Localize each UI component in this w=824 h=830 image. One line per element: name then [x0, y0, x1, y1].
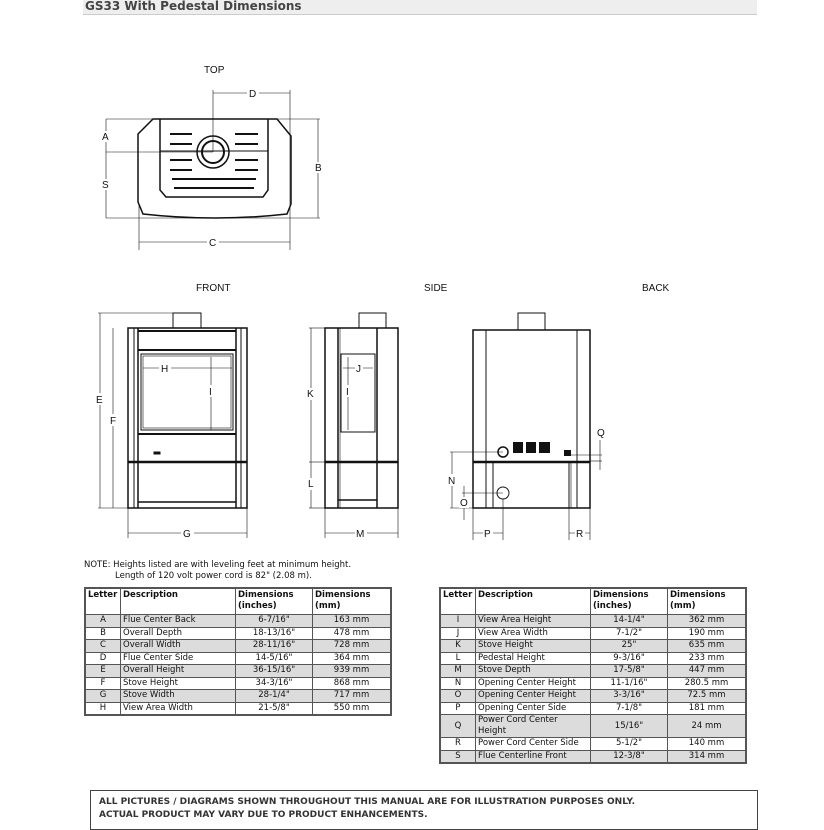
table-row: [440, 665, 746, 678]
cell-description: Pedestal Height: [476, 652, 591, 665]
dim-label-i-side: I: [346, 387, 349, 398]
dim-label-k: K: [307, 389, 314, 400]
cell-mm: 717 mm: [313, 690, 392, 703]
cell-inches: 14-5/16": [236, 652, 313, 665]
table-row: [85, 652, 391, 665]
col-description: Description: [476, 588, 591, 615]
cell-description: Flue Center Back: [121, 615, 236, 628]
note-line-1: NOTE: Heights listed are with leveling feet at minimum height.: [84, 560, 352, 570]
table-row: [440, 615, 746, 628]
table-row: [85, 690, 391, 703]
table-row: [85, 677, 391, 690]
cell-letter: L: [440, 652, 476, 665]
table-row: [440, 627, 746, 640]
front-view-diagram: [98, 283, 247, 538]
dim-label-m: M: [356, 529, 365, 540]
cell-mm: 280.5 mm: [668, 677, 747, 690]
table-row: [440, 702, 746, 715]
col-letter: Letter: [85, 588, 121, 615]
dim-label-o: O: [460, 498, 468, 509]
cell-inches: 7-1/2": [591, 627, 668, 640]
dim-label-r: R: [576, 529, 584, 540]
table-row: [440, 715, 746, 738]
table-row: [440, 640, 746, 653]
cell-inches: 11-1/16": [591, 677, 668, 690]
dim-label-n: N: [448, 476, 456, 487]
cell-description: Stove Height: [476, 640, 591, 653]
cell-description: Power Cord Center Height: [476, 715, 591, 738]
table-row: [440, 690, 746, 703]
dim-label-e: E: [96, 395, 103, 406]
table-row: [85, 615, 391, 628]
top-view-diagram: [106, 65, 320, 250]
cell-inches: 3-3/16": [591, 690, 668, 703]
cell-mm: 181 mm: [668, 702, 747, 715]
cell-letter: E: [85, 665, 121, 678]
cell-mm: 550 mm: [313, 702, 392, 715]
cell-inches: 21-5/8": [236, 702, 313, 715]
cell-description: Power Cord Center Side: [476, 738, 591, 751]
table-row: [85, 627, 391, 640]
disclaimer-line-1: ALL PICTURES / DIAGRAMS SHOWN THROUGHOUT THIS MANUAL ARE FOR ILLUSTRATION PURPOSES ONLY.: [99, 797, 635, 807]
back-view-label: BACK: [642, 283, 670, 294]
disclaimer-line-2: ACTUAL PRODUCT MAY VARY DUE TO PRODUCT ENHANCEMENTS.: [99, 810, 428, 820]
table-row: [440, 738, 746, 751]
side-view-diagram: [309, 283, 448, 538]
cell-letter: Q: [440, 715, 476, 738]
dim-label-q: Q: [597, 428, 605, 439]
col-mm: Dimensions (mm): [313, 588, 392, 615]
cell-letter: I: [440, 615, 476, 628]
top-view-label: TOP: [204, 65, 225, 76]
cell-letter: S: [440, 750, 476, 763]
col-letter: Letter: [440, 588, 476, 615]
dim-label-j: J: [356, 364, 361, 375]
cell-description: Overall Width: [121, 640, 236, 653]
cell-description: Stove Width: [121, 690, 236, 703]
cell-mm: 163 mm: [313, 615, 392, 628]
cell-letter: M: [440, 665, 476, 678]
cell-description: Overall Height: [121, 665, 236, 678]
cell-inches: 17-5/8": [591, 665, 668, 678]
side-view-label: SIDE: [424, 283, 448, 294]
cell-inches: 9-3/16": [591, 652, 668, 665]
cell-mm: 362 mm: [668, 615, 747, 628]
cell-letter: J: [440, 627, 476, 640]
table-row: [440, 652, 746, 665]
cell-inches: 25": [591, 640, 668, 653]
dim-label-h: H: [161, 364, 169, 375]
disclaimer-box: [90, 790, 758, 830]
col-inches: Dimensions (inches): [236, 588, 313, 615]
table-row: [85, 702, 391, 715]
note-line-2: Length of 120 volt power cord is 82" (2.08 m).: [115, 571, 312, 581]
dim-label-l: L: [308, 479, 314, 490]
cell-inches: 7-1/8": [591, 702, 668, 715]
dim-label-a: A: [102, 132, 109, 143]
cell-description: Stove Height: [121, 677, 236, 690]
cell-description: Stove Depth: [476, 665, 591, 678]
cell-letter: B: [85, 627, 121, 640]
cell-description: Opening Center Height: [476, 677, 591, 690]
dimensions-table-right: [439, 587, 747, 764]
cell-letter: O: [440, 690, 476, 703]
cell-description: Opening Center Side: [476, 702, 591, 715]
dim-label-i: I: [209, 387, 212, 398]
cell-inches: 6-7/16": [236, 615, 313, 628]
cell-description: Opening Center Height: [476, 690, 591, 703]
cell-inches: 34-3/16": [236, 677, 313, 690]
dim-label-c: C: [209, 238, 217, 249]
col-description: Description: [121, 588, 236, 615]
cell-inches: 5-1/2": [591, 738, 668, 751]
cell-description: Overall Depth: [121, 627, 236, 640]
cell-mm: 868 mm: [313, 677, 392, 690]
cell-mm: 939 mm: [313, 665, 392, 678]
table-row: [440, 677, 746, 690]
heights-note: [84, 560, 351, 582]
cell-letter: G: [85, 690, 121, 703]
cell-inches: 15/16": [591, 715, 668, 738]
cell-description: View Area Width: [121, 702, 236, 715]
cell-mm: 140 mm: [668, 738, 747, 751]
cell-inches: 14-1/4": [591, 615, 668, 628]
cell-mm: 728 mm: [313, 640, 392, 653]
front-view-label: FRONT: [196, 283, 231, 294]
dim-label-g: G: [183, 529, 191, 540]
cell-description: View Area Width: [476, 627, 591, 640]
cell-mm: 233 mm: [668, 652, 747, 665]
cell-inches: 12-3/8": [591, 750, 668, 763]
cell-letter: P: [440, 702, 476, 715]
cell-mm: 24 mm: [668, 715, 747, 738]
cell-inches: 18-13/16": [236, 627, 313, 640]
cell-inches: 36-15/16": [236, 665, 313, 678]
cell-mm: 364 mm: [313, 652, 392, 665]
cell-description: Flue Center Side: [121, 652, 236, 665]
dim-label-b: B: [315, 163, 322, 174]
cell-mm: 314 mm: [668, 750, 747, 763]
cell-letter: C: [85, 640, 121, 653]
cell-letter: D: [85, 652, 121, 665]
cell-mm: 635 mm: [668, 640, 747, 653]
table-header-row: [85, 588, 391, 615]
cell-letter: N: [440, 677, 476, 690]
col-mm: Dimensions (mm): [668, 588, 747, 615]
dim-label-f: F: [110, 416, 117, 427]
col-inches: Dimensions (inches): [591, 588, 668, 615]
table-row: [440, 750, 746, 763]
table-row: [85, 665, 391, 678]
cell-letter: A: [85, 615, 121, 628]
cell-description: Flue Centerline Front: [476, 750, 591, 763]
cell-mm: 447 mm: [668, 665, 747, 678]
back-view-diagram: [450, 283, 670, 540]
cell-mm: 478 mm: [313, 627, 392, 640]
dim-label-d: D: [249, 89, 257, 100]
dim-label-s: S: [102, 180, 109, 191]
cell-description: View Area Height: [476, 615, 591, 628]
cell-letter: F: [85, 677, 121, 690]
dimensions-table-left: [84, 587, 392, 716]
cell-mm: 190 mm: [668, 627, 747, 640]
section-title: GS33 With Pedestal Dimensions: [85, 0, 302, 13]
dim-label-p: P: [484, 529, 491, 540]
cell-inches: 28-11/16": [236, 640, 313, 653]
cell-letter: R: [440, 738, 476, 751]
table-header-row: [440, 588, 746, 615]
cell-letter: K: [440, 640, 476, 653]
cell-mm: 72.5 mm: [668, 690, 747, 703]
table-row: [85, 640, 391, 653]
cell-inches: 28-1/4": [236, 690, 313, 703]
cell-letter: H: [85, 702, 121, 715]
